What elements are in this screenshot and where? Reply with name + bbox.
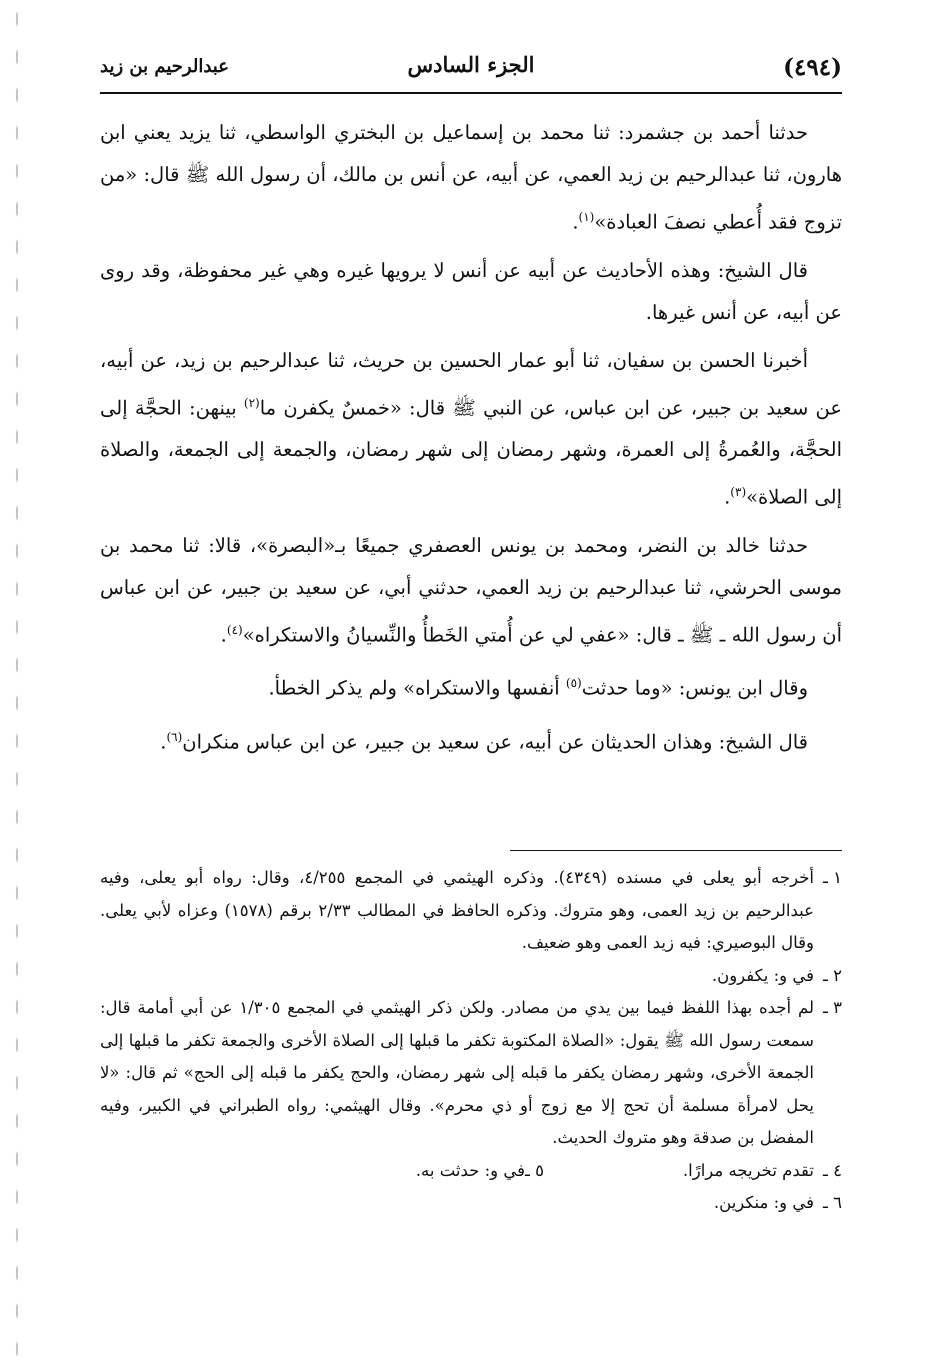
footnote-pair [100, 1155, 842, 1188]
footnote-ref: (٣) [730, 485, 747, 499]
paragraph-tail: . [160, 730, 167, 753]
paragraph-text: قال الشيخ: وهذه الأحاديث عن أبيه عن أنس لا يرويها غيره وهي غير محفوظة، وقد روى عن أبيه، عن أنس غيرها. [100, 258, 842, 324]
paragraph [100, 525, 842, 657]
volume-title: الجزء السادس [407, 52, 535, 77]
footnote-ref: (٥) [565, 676, 582, 690]
footnote-number: ١ ـ [823, 868, 842, 887]
footnote [100, 1187, 842, 1220]
footnote-number: ٦ ـ [823, 1193, 842, 1212]
footnote-text: أخرجه أبو يعلى في مسنده (٤٣٤٩). وذكره الهيثمي في المجمع ٤/٢٥٥، وقال: رواه أبو يعلى، وفيه عبدالرحيم بن زيد العمى، وهو متروك. وذكره الحافظ في المطالب ٢/٣٣ برقم (١٥٧٨) وعزاه لأبي يعلى. وقال البوصيري: فيه زيد العمى وهو ضعيف. [100, 868, 814, 952]
footnote-separator [510, 850, 842, 851]
footnote [100, 992, 842, 1155]
paragraph [100, 716, 842, 764]
page-edge-dots [14, 0, 20, 1370]
main-text [100, 112, 842, 769]
book-page [100, 0, 842, 1370]
header-rule [100, 92, 842, 94]
footnote-text: في و: يكفرون. [711, 965, 814, 985]
paragraph-text: أخبرنا الحسن بن سفيان، ثنا أبو عمار الحسين بن حريث، ثنا عبدالرحيم بن زيد، عن أبيه، عن سعيد بن جبير، عن ابن عباس، عن النبي ﷺ قال: «خمسٌ يكفرن ما [100, 348, 842, 419]
paragraph-text: حدثنا خالد بن النضر، ومحمد بن يونس العصفري جميعًا بـ«البصرة»، قالا: ثنا محمد بن موسى الحرشي، ثنا عبدالرحيم بن زيد العمي، حدثني أبي، عن سعيد بن جبير، عن ابن عباس أن رسول الله ـ ﷺ ـ قال: «عفي لي عن أُمتي الخَطأُ والنِّسيانُ والاستكراه» [100, 533, 842, 646]
paragraph [100, 250, 842, 334]
paragraph [100, 662, 842, 710]
footnote-number: ٤ ـ [823, 1160, 842, 1180]
paragraph-text: قال الشيخ: وهذان الحديثان عن أبيه، عن سعيد بن جبير، عن ابن عباس منكران [182, 730, 808, 753]
paragraph-text: وقال ابن يونس: «وما حدثت [581, 676, 808, 700]
paragraph-text: حدثنا أحمد بن جشمرد: ثنا محمد بن إسماعيل بن البختري الواسطي، ثنا يزيد يعني ابن هارون، ثنا عبدالرحيم بن زيد العمي، عن أبيه، عن أنس بن مالك، أن رسول الله ﷺ قال: «من تزوج فقد أُعطي نصفَ العبادة» [100, 121, 842, 234]
footnote-ref: (٦) [166, 729, 183, 744]
footnote-ref: (٢) [243, 395, 260, 410]
paragraph [100, 112, 842, 244]
footnotes [100, 862, 842, 1220]
footnote-ref: (١) [578, 210, 595, 224]
paragraph-tail: أنفسها والاستكراه» ولم يذكر الخطأ. [268, 676, 566, 700]
footnote-text: تقدم تخريجه مرارًا. [682, 1160, 814, 1180]
page-number: (٤٩٤) [783, 54, 842, 81]
paragraph-tail: . [724, 485, 731, 509]
paragraph-tail: . [572, 210, 579, 234]
footnote-number: ٥ ـ [525, 1160, 544, 1180]
footnote-text: لم أجده بهذا اللفظ فيما بين يدي من مصادر. ولكن ذكر الهيثمي في المجمع ١/٣٠٥ عن أبي أمامة قال: سمعت رسول الله ﷺ يقول: «الصلاة المكتوبة تكفر ما قبلها إلى الصلاة الأخرى والجمعة تكفر ما قبلها إلى الجمعة الأخرى، وشهر رمضان يكفر ما قبله إلى شهر رمضان، والحج يكفر ما قبله إلى الحج» ثم قال: «لا يحل لامرأة مسلمة أن تحج إلا مع زوج أو ذي محرم». وقال الهيثمي: رواه الطبراني في الكبير، وفيه المفضل بن صدقة وهو متروك الحديث. [100, 998, 814, 1147]
paragraph [100, 340, 842, 519]
footnote-number: ٢ ـ [823, 965, 842, 985]
footnote [100, 960, 842, 993]
footnote-ref: (٤) [226, 622, 243, 637]
footnote-text: في و: منكرين. [713, 1193, 814, 1212]
footnote-number: ٣ ـ [823, 998, 842, 1017]
footnote [100, 862, 842, 960]
footnote-text: في و: حدثت به. [415, 1160, 526, 1180]
running-header [100, 48, 842, 88]
entry-name: عبدالرحيم بن زيد [100, 56, 229, 77]
paragraph-tail: . [220, 623, 227, 646]
paragraph-tail: بينهن: الحجَّة إلى الحجَّة، والعُمرةُ إلى العمرة، وشهر رمضان إلى شهر رمضان، والجمعة إلى الجمعة، والصلاة إلى الصلاة» [100, 396, 842, 509]
